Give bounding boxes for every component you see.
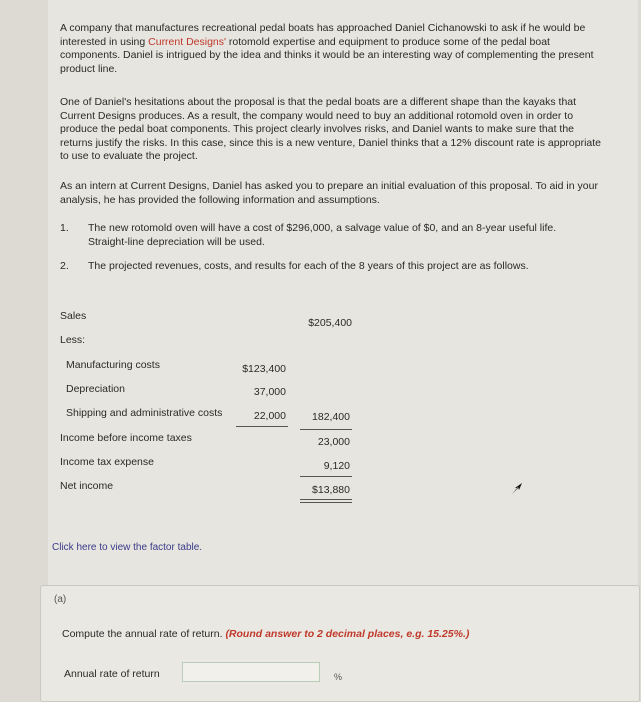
current-designs-link[interactable]: Current Designs': [148, 35, 227, 48]
factor-table-link[interactable]: Click here to view the factor table.: [52, 542, 203, 553]
annual-rate-label: Annual rate of return: [64, 668, 160, 680]
ship-value: 22,000: [253, 410, 286, 422]
costs-underline: [236, 426, 288, 427]
ni-value: $13,880: [312, 484, 350, 496]
part-a-label: (a): [54, 594, 67, 605]
intro-paragraph-2: One of Daniel's hesitations about the proposal is that the pedal boats are a different shape than the kayaks that Current Designs produces. As a result, the company would need to buy an additional rotomold oven in order to produce the pedal boat components. This project clearly involves risks, and Daniel wants to make sure that the returns justify the risks. In this case, since this is a new venture, Daniel thinks that a 12% discount rate is appropriate to use to evaluate the project.: [60, 96, 602, 163]
total-costs-value: 182,400: [312, 411, 350, 423]
mfg-value: $123,400: [242, 363, 286, 375]
part-a-section: [40, 585, 640, 702]
ni-label: Net income: [60, 480, 114, 492]
ibt-label: Income before income taxes: [60, 432, 192, 444]
annual-rate-input[interactable]: [182, 662, 320, 682]
intro-paragraph-3: As an intern at Current Designs, Daniel has asked you to prepare an initial evaluation of this proposal. To aid in your analysis, he has provided the following information and assumptions.: [60, 180, 598, 206]
tax-value: 9,120: [323, 460, 350, 472]
less-label: Less:: [60, 334, 86, 346]
tax-underline: [300, 476, 352, 477]
tax-label: Income tax expense: [60, 456, 154, 468]
dep-value: 37,000: [253, 386, 286, 398]
mfg-label: Manufacturing costs: [66, 359, 160, 371]
part-a-question: Compute the annual rate of return. (Round answer to 2 decimal places, e.g. 15.25%.): [62, 628, 470, 640]
sales-value: $205,400: [308, 317, 352, 329]
ship-label: Shipping and administrative costs: [66, 407, 223, 419]
mouse-cursor-icon: [510, 482, 524, 496]
percent-unit: %: [334, 672, 343, 682]
ni-double-underline-1: [300, 499, 352, 500]
total-costs-underline: [300, 429, 352, 430]
intro-paragraph-1: A company that manufactures recreational pedal boats has approached Daniel Cichanowski to ask if he would be interested in using Current Designs' rotomold expertise and equipment to produce some of the pedal boat components. Daniel is intrigued by the idea and thinks it would be an interesting way of complementing the present product line.: [60, 22, 594, 75]
rounding-hint: (Round answer to 2 decimal places, e.g. 15.25%.): [225, 628, 470, 640]
ibt-value: 23,000: [317, 436, 350, 448]
dep-label: Depreciation: [66, 383, 125, 395]
ni-double-underline-2: [300, 502, 352, 503]
sales-label: Sales: [60, 310, 87, 322]
